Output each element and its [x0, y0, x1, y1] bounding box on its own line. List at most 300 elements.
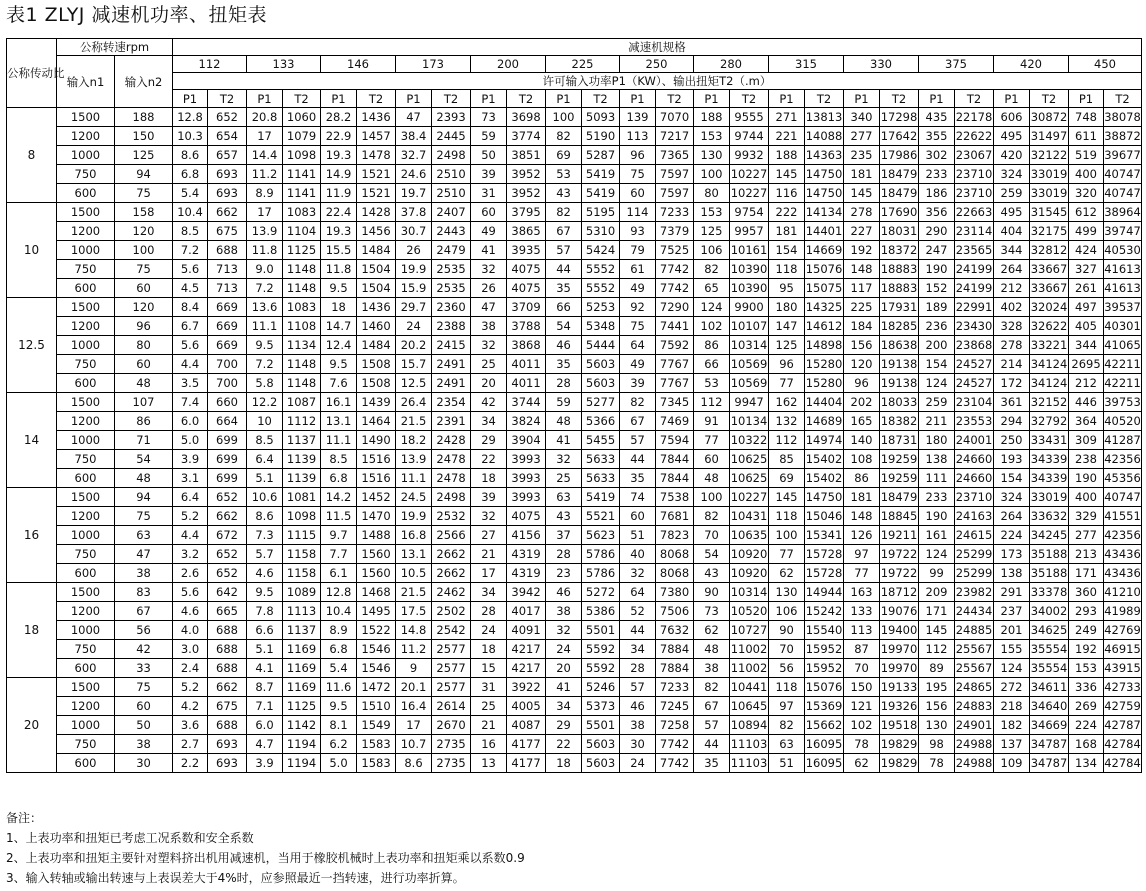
table-cell: 34339 — [1030, 469, 1069, 488]
table-cell: 1169 — [283, 659, 321, 678]
table-cell: 17 — [471, 564, 507, 583]
table-cell: 19518 — [880, 716, 919, 735]
table-cell: 16 — [471, 735, 507, 754]
table-cell: 180 — [769, 298, 805, 317]
table-cell: 23104 — [955, 393, 994, 412]
table-cell: 1137 — [283, 621, 321, 640]
table-cell: 24.6 — [396, 165, 432, 184]
table-cell: 8068 — [656, 545, 694, 564]
table-cell: 32622 — [1030, 317, 1069, 336]
table-cell: 15341 — [805, 526, 844, 545]
table-cell: 7441 — [656, 317, 694, 336]
table-cell: 41 — [546, 431, 582, 450]
table-cell: 155 — [994, 640, 1030, 659]
table-cell: 18731 — [880, 431, 919, 450]
table-cell: 181 — [844, 488, 880, 507]
table-cell: 40747 — [1104, 184, 1142, 203]
table-cell: 4.4 — [173, 355, 208, 374]
table-cell: 32024 — [1030, 298, 1069, 317]
table-cell: 82 — [694, 260, 730, 279]
table-cell: 19722 — [880, 545, 919, 564]
table-cell: 320 — [1069, 184, 1104, 203]
table-cell: 23710 — [955, 184, 994, 203]
table-cell: 18 — [321, 298, 357, 317]
table-cell: 41613 — [1104, 260, 1142, 279]
table-cell: 224 — [994, 526, 1030, 545]
table-cell: 5786 — [582, 545, 620, 564]
table-cell: 14750 — [805, 165, 844, 184]
table-cell: 182 — [994, 716, 1030, 735]
table-row — [7, 659, 1142, 678]
table-cell: 25299 — [955, 564, 994, 583]
table-cell: 108 — [844, 450, 880, 469]
page-title: 表1 ZLYJ 减速机功率、扭矩表 — [6, 4, 267, 26]
table-cell: 652 — [208, 545, 247, 564]
table-cell: 7469 — [656, 412, 694, 431]
table-cell: 94 — [115, 488, 173, 507]
table-cell: 43915 — [1104, 659, 1142, 678]
table-cell: 21.5 — [396, 583, 432, 602]
table-cell: 1083 — [283, 203, 321, 222]
table-cell: 14.2 — [321, 488, 357, 507]
table-cell: 18 — [471, 640, 507, 659]
table-cell: 2415 — [432, 336, 471, 355]
table-cell: 34124 — [1030, 374, 1069, 393]
table-cell: 145 — [844, 184, 880, 203]
table-row — [7, 678, 1142, 697]
table-cell: 42784 — [1104, 735, 1142, 754]
table-cell: 1148 — [283, 374, 321, 393]
table-cell: 2542 — [432, 621, 471, 640]
note-item: 1、上表功率和扭矩已考虑工况系数和安全系数 — [6, 831, 254, 845]
table-cell: 10.5 — [396, 564, 432, 583]
table-cell: 5419 — [582, 184, 620, 203]
table-cell: 14088 — [805, 127, 844, 146]
table-cell: 688 — [208, 640, 247, 659]
table-cell: 612 — [1069, 203, 1104, 222]
table-cell: 7379 — [656, 222, 694, 241]
table-cell: 34 — [471, 412, 507, 431]
table-cell: 356 — [919, 203, 955, 222]
table-cell: 62 — [694, 621, 730, 640]
table-cell: 7742 — [656, 279, 694, 298]
table-cell: 4156 — [507, 526, 546, 545]
table-cell: 14.7 — [321, 317, 357, 336]
table-cell: 3795 — [507, 203, 546, 222]
table-cell: 1583 — [357, 735, 396, 754]
table-cell: 38 — [620, 716, 656, 735]
table-cell: 4091 — [507, 621, 546, 640]
table-cell: 6.2 — [321, 735, 357, 754]
table-cell: 360 — [1069, 583, 1104, 602]
table-cell: 7597 — [656, 184, 694, 203]
table-row — [7, 602, 1142, 621]
table-cell: 7.2 — [247, 355, 283, 374]
table-cell: 10 — [247, 412, 283, 431]
table-cell: 7217 — [656, 127, 694, 146]
table-cell: 2428 — [432, 431, 471, 450]
table-cell: 238 — [1069, 450, 1104, 469]
table-cell: 11.8 — [247, 241, 283, 260]
table-cell: 1470 — [357, 507, 396, 526]
table-cell: 1000 — [57, 336, 115, 355]
table-cell: 600 — [57, 659, 115, 678]
table-cell: 38 — [115, 735, 173, 754]
table-cell: 134 — [1069, 754, 1104, 773]
table-cell: 153 — [694, 127, 730, 146]
table-cell: 106 — [694, 241, 730, 260]
table-cell: 8.6 — [247, 507, 283, 526]
table-cell: 35554 — [1030, 640, 1069, 659]
table-cell: 37 — [546, 526, 582, 545]
table-cell: 5093 — [582, 108, 620, 127]
table-cell: 150 — [844, 678, 880, 697]
table-cell: 1087 — [283, 393, 321, 412]
table-cell: 190 — [919, 260, 955, 279]
table-cell: 1083 — [283, 298, 321, 317]
table-cell: 1436 — [357, 298, 396, 317]
table-row — [7, 127, 1142, 146]
table-cell: 17690 — [880, 203, 919, 222]
table-cell: 2498 — [432, 488, 471, 507]
table-cell: 278 — [844, 203, 880, 222]
table-cell: 1000 — [57, 526, 115, 545]
table-cell: 9.0 — [247, 260, 283, 279]
p1-header: P1 — [844, 90, 880, 108]
table-cell: 165 — [844, 412, 880, 431]
table-cell: 1125 — [283, 241, 321, 260]
table-cell: 293 — [1069, 602, 1104, 621]
table-cell: 1139 — [283, 469, 321, 488]
table-cell: 22178 — [955, 108, 994, 127]
table-cell: 1560 — [357, 545, 396, 564]
table-cell: 15 — [471, 659, 507, 678]
table-cell: 19326 — [880, 697, 919, 716]
table-cell: 5623 — [582, 526, 620, 545]
table-cell: 12.5 — [396, 374, 432, 393]
table-cell: 8.1 — [321, 716, 357, 735]
table-cell: 14750 — [805, 184, 844, 203]
table-cell: 1141 — [283, 184, 321, 203]
table-cell: 1125 — [283, 697, 321, 716]
size-header: 375 — [919, 56, 994, 73]
table-cell: 42769 — [1104, 621, 1142, 640]
table-cell: 22 — [546, 735, 582, 754]
table-cell: 1194 — [283, 735, 321, 754]
table-cell: 5195 — [582, 203, 620, 222]
table-cell: 39 — [471, 488, 507, 507]
table-cell: 48 — [546, 412, 582, 431]
table-cell: 2.4 — [173, 659, 208, 678]
table-cell: 77 — [694, 431, 730, 450]
table-cell: 6.7 — [173, 317, 208, 336]
table-cell: 93 — [620, 222, 656, 241]
table-cell: 10569 — [730, 355, 769, 374]
table-cell: 1148 — [283, 260, 321, 279]
table-cell: 344 — [994, 241, 1030, 260]
table-cell: 652 — [208, 488, 247, 507]
t2-header: T2 — [432, 90, 471, 108]
table-cell: 3952 — [507, 184, 546, 203]
table-cell: 51 — [620, 526, 656, 545]
table-row — [7, 146, 1142, 165]
table-cell: 264 — [994, 507, 1030, 526]
table-cell: 32175 — [1030, 222, 1069, 241]
table-cell: 24434 — [955, 602, 994, 621]
table-cell: 18883 — [880, 279, 919, 298]
table-cell: 21 — [471, 716, 507, 735]
table-cell: 1500 — [57, 678, 115, 697]
size-header: 250 — [620, 56, 694, 73]
table-row — [7, 317, 1142, 336]
table-cell: 111 — [919, 469, 955, 488]
table-cell: 10.7 — [396, 735, 432, 754]
table-cell: 7592 — [656, 336, 694, 355]
table-cell: 2510 — [432, 165, 471, 184]
table-cell: 2532 — [432, 507, 471, 526]
table-cell: 1108 — [283, 317, 321, 336]
table-cell: 5603 — [582, 355, 620, 374]
table-cell: 259 — [994, 184, 1030, 203]
table-cell: 80 — [115, 336, 173, 355]
table-cell: 2391 — [432, 412, 471, 431]
table-cell: 233 — [919, 488, 955, 507]
table-cell: 5366 — [582, 412, 620, 431]
table-cell: 5.0 — [173, 431, 208, 450]
table-row — [7, 716, 1142, 735]
table-cell: 693 — [208, 184, 247, 203]
table-cell: 53 — [694, 374, 730, 393]
table-cell: 10431 — [730, 507, 769, 526]
table-cell: 41551 — [1104, 507, 1142, 526]
table-cell: 2491 — [432, 374, 471, 393]
table-row — [7, 260, 1142, 279]
table-cell: 57 — [620, 678, 656, 697]
table-cell: 34611 — [1030, 678, 1069, 697]
power-torque-table — [6, 38, 1142, 773]
table-cell: 24527 — [955, 355, 994, 374]
table-cell: 57 — [546, 241, 582, 260]
table-cell: 8.5 — [173, 222, 208, 241]
table-cell: 28 — [546, 374, 582, 393]
table-cell: 180 — [919, 431, 955, 450]
table-cell: 35188 — [1030, 545, 1069, 564]
table-cell: 24988 — [955, 735, 994, 754]
table-cell: 1141 — [283, 165, 321, 184]
table-cell: 156 — [919, 697, 955, 716]
table-cell: 10625 — [730, 469, 769, 488]
table-cell: 75 — [115, 678, 173, 697]
table-cell: 130 — [769, 583, 805, 602]
table-cell: 82 — [546, 127, 582, 146]
table-cell: 3709 — [507, 298, 546, 317]
table-cell: 188 — [694, 108, 730, 127]
table-cell: 1504 — [357, 260, 396, 279]
table-cell: 23710 — [955, 165, 994, 184]
table-cell: 4319 — [507, 564, 546, 583]
table-cell: 402 — [994, 298, 1030, 317]
table-cell: 10322 — [730, 431, 769, 450]
table-cell: 4017 — [507, 602, 546, 621]
table-cell: 15280 — [805, 374, 844, 393]
table-row — [7, 545, 1142, 564]
table-cell: 150 — [115, 127, 173, 146]
table-cell: 8.6 — [173, 146, 208, 165]
table-cell: 35 — [694, 754, 730, 773]
table-cell: 15076 — [805, 260, 844, 279]
table-cell: 62 — [844, 754, 880, 773]
table-cell: 1060 — [283, 108, 321, 127]
note-item: 3、输入转轴或输出转速与上表误差大于4%时，应参照最近一挡转速，进行功率折算。 — [6, 871, 465, 885]
table-cell: 75 — [115, 184, 173, 203]
table-cell: 340 — [844, 108, 880, 127]
table-cell: 3922 — [507, 678, 546, 697]
table-cell: 7.1 — [247, 697, 283, 716]
table-cell: 3.9 — [173, 450, 208, 469]
table-cell: 1000 — [57, 146, 115, 165]
table-cell: 42356 — [1104, 526, 1142, 545]
table-cell: 46 — [620, 697, 656, 716]
table-cell: 33019 — [1030, 184, 1069, 203]
table-cell: 5386 — [582, 602, 620, 621]
table-cell: 2735 — [432, 735, 471, 754]
table-cell: 662 — [208, 678, 247, 697]
table-cell: 41 — [471, 241, 507, 260]
table-cell: 1460 — [357, 317, 396, 336]
table-cell: 156 — [844, 336, 880, 355]
table-cell: 24001 — [955, 431, 994, 450]
table-cell: 98 — [919, 735, 955, 754]
table-cell: 126 — [844, 526, 880, 545]
table-cell: 3.1 — [173, 469, 208, 488]
table-cell: 2577 — [432, 659, 471, 678]
table-cell: 9 — [396, 659, 432, 678]
table-cell: 65 — [694, 279, 730, 298]
table-cell: 2491 — [432, 355, 471, 374]
table-cell: 7258 — [656, 716, 694, 735]
table-cell: 14669 — [805, 241, 844, 260]
table-cell: 32812 — [1030, 241, 1069, 260]
table-cell: 7245 — [656, 697, 694, 716]
table-cell: 18479 — [880, 165, 919, 184]
table-cell: 642 — [208, 583, 247, 602]
table-cell: 1079 — [283, 127, 321, 146]
table-cell: 10635 — [730, 526, 769, 545]
table-cell: 15540 — [805, 621, 844, 640]
table-cell: 9957 — [730, 222, 769, 241]
table-cell: 16095 — [805, 735, 844, 754]
table-cell: 34002 — [1030, 602, 1069, 621]
table-cell: 124 — [694, 298, 730, 317]
table-cell: 24615 — [955, 526, 994, 545]
table-cell: 3935 — [507, 241, 546, 260]
table-cell: 10161 — [730, 241, 769, 260]
table-cell: 40301 — [1104, 317, 1142, 336]
table-cell: 5419 — [582, 488, 620, 507]
table-cell: 5.8 — [247, 374, 283, 393]
table-cell: 6.6 — [247, 621, 283, 640]
table-cell: 33019 — [1030, 165, 1069, 184]
table-cell: 261 — [1069, 279, 1104, 298]
table-cell: 7233 — [656, 203, 694, 222]
table-cell: 4.2 — [173, 697, 208, 716]
table-cell: 2577 — [432, 678, 471, 697]
table-cell: 100 — [694, 488, 730, 507]
table-cell: 7365 — [656, 146, 694, 165]
table-cell: 32 — [471, 507, 507, 526]
table-cell: 19138 — [880, 355, 919, 374]
table-cell: 118 — [769, 260, 805, 279]
table-cell: 33667 — [1030, 260, 1069, 279]
table-cell: 3993 — [507, 450, 546, 469]
table-cell: 8.5 — [247, 431, 283, 450]
table-cell: 497 — [1069, 298, 1104, 317]
table-cell: 1464 — [357, 412, 396, 431]
table-cell: 44 — [620, 450, 656, 469]
table-cell: 675 — [208, 222, 247, 241]
table-cell: 1488 — [357, 526, 396, 545]
table-cell: 23982 — [955, 583, 994, 602]
table-cell: 23430 — [955, 317, 994, 336]
table-cell: 13.9 — [247, 222, 283, 241]
table-cell: 120 — [844, 355, 880, 374]
table-cell: 7844 — [656, 469, 694, 488]
table-cell: 78 — [844, 735, 880, 754]
table-cell: 654 — [208, 127, 247, 146]
table-cell: 699 — [208, 469, 247, 488]
table-cell: 10227 — [730, 184, 769, 203]
notes-heading: 备注： — [6, 811, 43, 825]
table-cell: 652 — [208, 108, 247, 127]
table-cell: 19138 — [880, 374, 919, 393]
table-cell: 3774 — [507, 127, 546, 146]
table-cell: 44 — [546, 260, 582, 279]
ratio-cell: 16 — [7, 488, 57, 583]
table-cell: 1428 — [357, 203, 396, 222]
table-cell: 89 — [919, 659, 955, 678]
table-cell: 67 — [694, 697, 730, 716]
table-cell: 161 — [919, 526, 955, 545]
table-cell: 7884 — [656, 640, 694, 659]
table-cell: 16.4 — [396, 697, 432, 716]
table-cell: 7525 — [656, 241, 694, 260]
table-cell: 19.3 — [321, 146, 357, 165]
t2-header: T2 — [805, 90, 844, 108]
table-cell: 102 — [694, 317, 730, 336]
table-cell: 82 — [620, 393, 656, 412]
table-cell: 18382 — [880, 412, 919, 431]
table-cell: 25299 — [955, 545, 994, 564]
table-cell: 38872 — [1104, 127, 1142, 146]
table-cell: 2.7 — [173, 735, 208, 754]
table-cell: 40747 — [1104, 488, 1142, 507]
table-cell: 11103 — [730, 754, 769, 773]
table-cell: 38964 — [1104, 203, 1142, 222]
table-cell: 750 — [57, 260, 115, 279]
table-cell: 212 — [1069, 374, 1104, 393]
table-cell: 74 — [620, 488, 656, 507]
table-cell: 688 — [208, 659, 247, 678]
table-cell: 30 — [620, 735, 656, 754]
table-cell: 21.5 — [396, 412, 432, 431]
table-cell: 10569 — [730, 374, 769, 393]
table-cell: 18883 — [880, 260, 919, 279]
table-cell: 9744 — [730, 127, 769, 146]
table-cell: 7632 — [656, 621, 694, 640]
table-cell: 5552 — [582, 279, 620, 298]
table-cell: 30872 — [1030, 108, 1069, 127]
table-cell: 39677 — [1104, 146, 1142, 165]
